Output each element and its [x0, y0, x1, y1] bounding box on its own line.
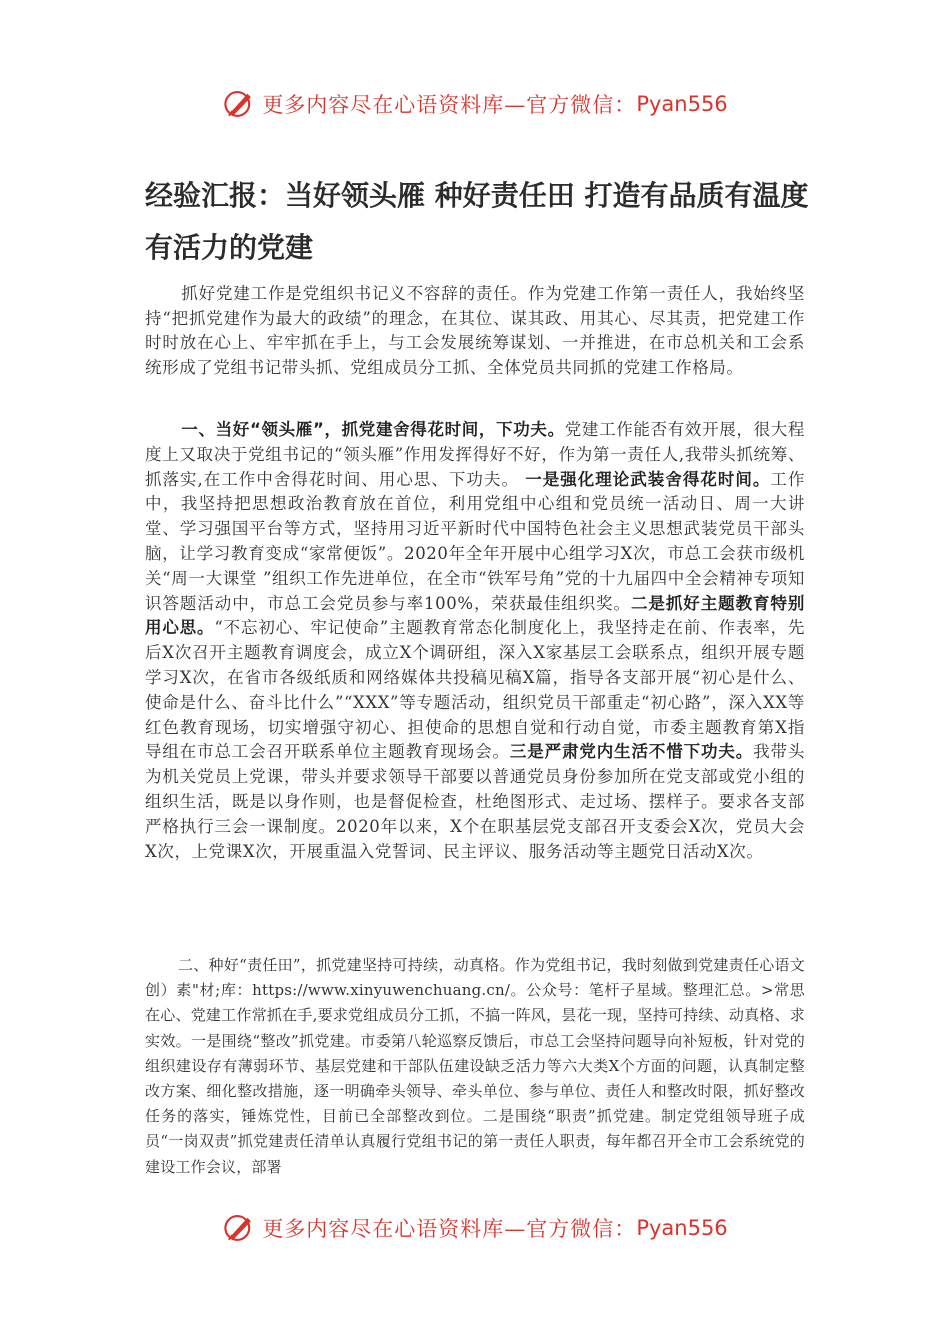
banner-wechat-id: Pyan556: [636, 92, 728, 116]
intro-paragraph: [145, 282, 805, 380]
section-2: [145, 953, 805, 1180]
banner-text: 更多内容尽在心语资料库—官方微信：: [262, 1217, 637, 1241]
section-1: [145, 418, 805, 864]
section-1-paragraph: [145, 418, 805, 864]
document-title: 经验汇报：当好领头雁 种好责任田 打造有品质有温度有活力的党建: [145, 179, 809, 264]
sub-1-heading: 一是强化理论武装舍得花时间。: [525, 469, 771, 489]
sub-2-heading: 二是抓好主题教育特别用心思。: [145, 593, 806, 638]
banner-text: 更多内容尽在心语资料库—官方微信：: [262, 93, 637, 117]
sub-1-text: 工作中，我坚持把思想政治教育放在首位，利用党组中心组和党员统一活动日、周一大讲堂、学习强国平台等方式，坚持用习近平新时代中国特色社会主义思想武装党员干部头脑，让学习教育变成“家常便饭”。2020年全年开展中心组学习X次，市总工会获市级机关“周一大课堂 ”组织工作先进单位，在全市“铁军号角”党的十九届四中全会精神专项知识答题活动中，市总工会党员参与率100%，荣获最佳组织奖。: [145, 469, 805, 613]
sub-3-heading: 三是严肃党内生活不惜下功夫。: [509, 742, 754, 762]
section-1-heading: 一、当好“领头雁”，抓党建舍得花时间，下功夫。: [181, 420, 565, 439]
sub-2-text: “不忘初心、牢记使命”主题教育常态化制度化上，我坚持走在前、作表率，先后X次召开主题教育调度会，成立X个调研组，深入X家基层工会联系点，组织开展专题学习X次，在省市各级纸质和网络媒体共投稿见稿X篇，指导各支部开展“初心是什么、使命是什么、奋斗比什么”“XXX”等专题活动，组织党员干部重走“初心路”，深入XX等红色教育现场，切实增强守初心、担使命的思想自觉和行动自觉，市委主题教育第X指导组在市总工会召开联系单位主题教育现场会。: [145, 618, 805, 762]
footer-banner: [0, 1208, 950, 1248]
pen-logo-icon: [222, 1211, 256, 1245]
section-1-intro: 党建工作能否有效开展，很大程度上又取决于党组书记的“领头雁”作用发挥得好不好，作为第一责任人,我带头抓统筹、抓落实,在工作中舍得花时间、用心思、下功夫。: [145, 420, 805, 489]
header-banner: [0, 84, 950, 124]
intro-text: 抓好党建工作是党组织书记义不容辞的责任。作为党建工作第一责任人，我始终坚持“把抓党建作为最大的政绩”的理念，在其位、谋其政、用其心、尽其责，把党建工作时时放在心上、牢牢抓在手上，与工会发展统筹谋划、一并推进，在市总机关和工会系统形成了党组书记带头抓、党组成员分工抓、全体党员共同抓的党建工作格局。: [145, 284, 805, 377]
sub-3-text: 我带头为机关党员上党课，带头并要求领导干部要以普通党员身份参加所在党支部或党小组的组织生活，既是以身作则，也是督促检查，杜绝图形式、走过场、摆样子。要求各支部严格执行三会一课制度。2020年以来，X个在职基层党支部召开支委会X次，党员大会X次，上党课X次，开展重温入党誓词、民主评议、服务活动等主题党日活动X次。: [145, 742, 805, 861]
section-2-text: 二、种好“责任田”，抓党建坚持可持续，动真格。作为党组书记，我时刻做到党建责任心语文创）素"材;库：https://www.xinyuwenchuang.cn/。公众号：笔杆子星域。整理汇总。>常思在心、党建工作常抓在手,要求党组成员分工抓，不搞一阵风，昙花一现，坚持可持续、动真格、求实效。一是围绕“整改”抓党建。市委第八轮巡察反馈后，市总工会坚持问题导向补短板，针对党的组织建设存有薄弱环节、基层党建和干部队伍建设缺乏活力等六大类X个方面的问题，认真制定整改方案、细化整改措施，逐一明确牵头领导、牵头单位、参与单位、责任人和整改时限，抓好整改任务的落实，锤炼党性，目前已全部整改到位。二是围绕“职责”抓党建。制定党组领导班子成员“一岗双责”抓党建责任清单认真履行党组书记的第一责任人职责，每年都召开全市工会系统党的建设工作会议，部署: [145, 956, 805, 1176]
banner-wechat-id: Pyan556: [636, 1216, 728, 1240]
pen-logo-icon: [222, 87, 256, 121]
